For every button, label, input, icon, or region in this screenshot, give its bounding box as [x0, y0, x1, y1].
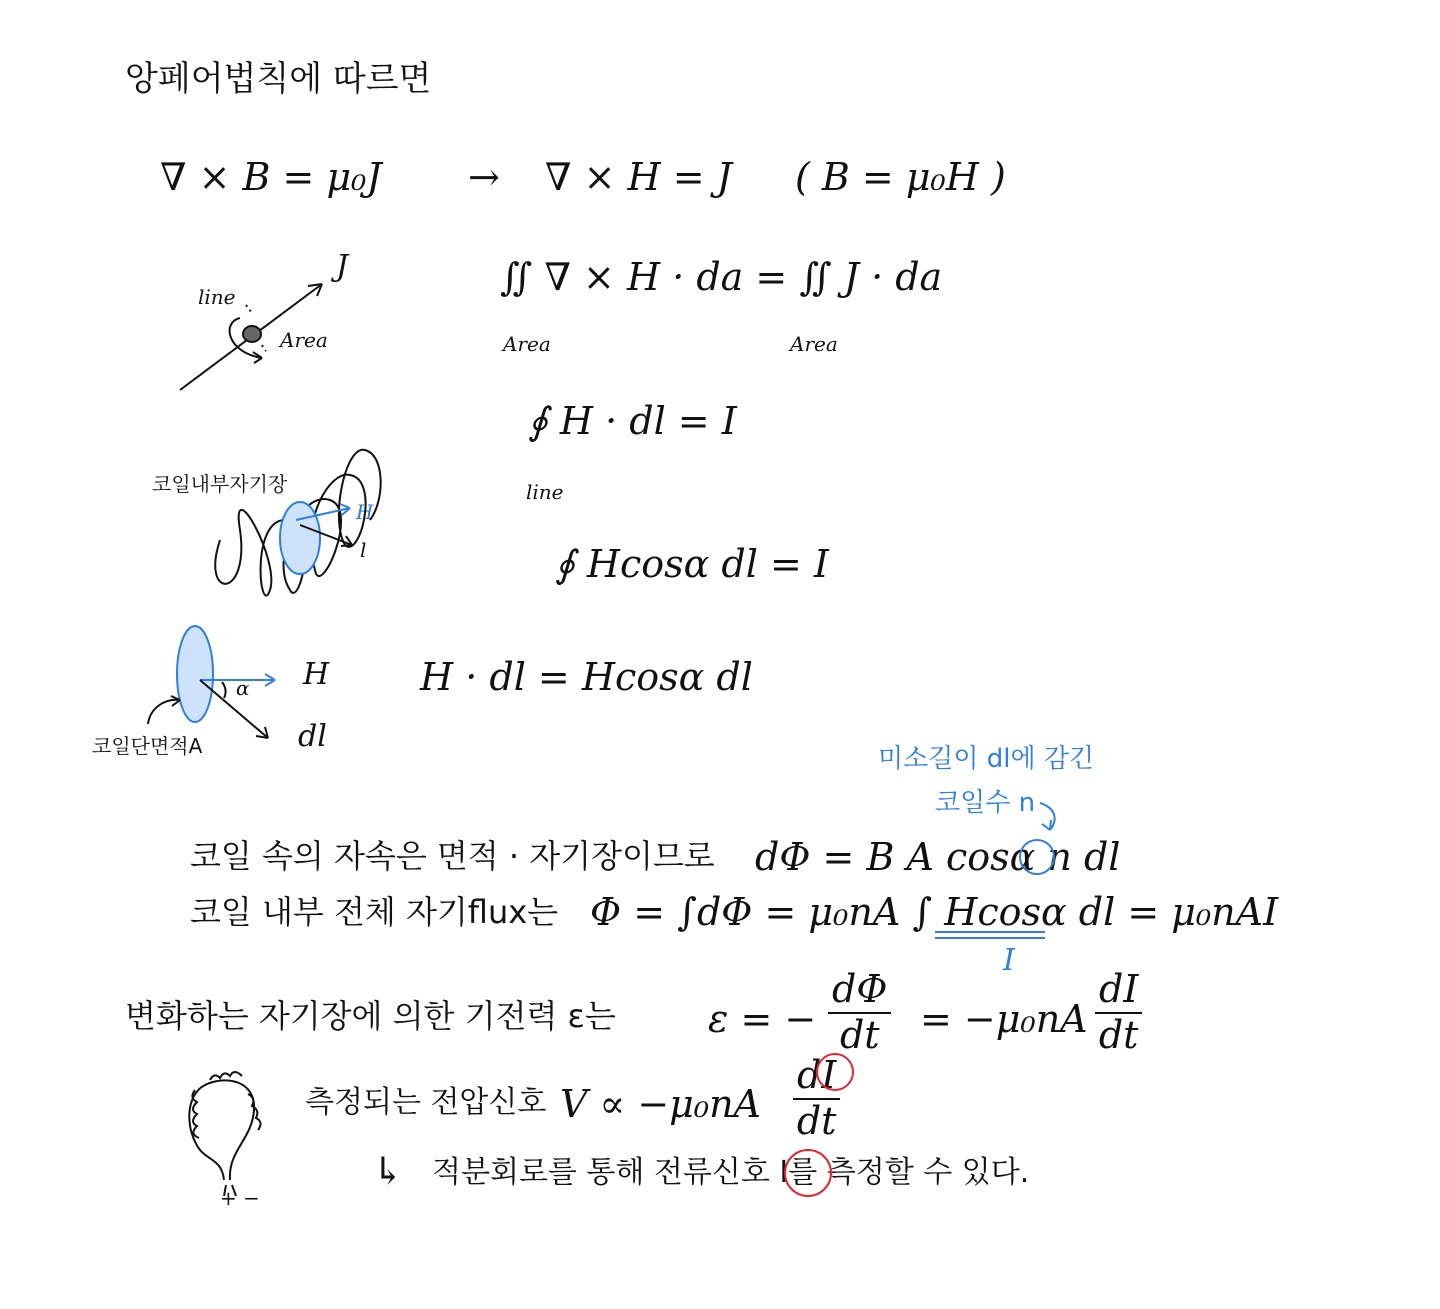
eq-line-integral: ∮ H · dl = I: [528, 399, 737, 443]
rogowski-terminal-right: [232, 1185, 236, 1196]
diagram2-l-label: l: [360, 538, 367, 562]
diagram3-alpha-label: α: [236, 676, 250, 700]
diagram2-coil-sketch: [215, 450, 380, 596]
blue-note-line1: 미소길이 dl에 감긴: [878, 744, 1095, 774]
diagram3-dl-arrow: [200, 676, 268, 738]
integrator-arrow: ↳: [372, 1149, 404, 1193]
total-flux-text: 코일 내부 전체 자기flux는: [190, 893, 559, 931]
area-label-left: Area: [503, 332, 551, 356]
eq-b-relation: ( B = μ₀H ): [795, 155, 1006, 199]
diagram1-j-label: J: [336, 249, 349, 284]
diagram2-h-label: H: [356, 500, 374, 524]
eq-emf-frac2-num: dI: [1095, 970, 1142, 1014]
implies-arrow: →: [468, 155, 500, 199]
eq-emf-frac2-den: dt: [1098, 1012, 1139, 1057]
eq-curl-b: ∇ × B = μ₀J: [160, 155, 382, 199]
eq-emf-frac1-num: dΦ: [828, 970, 891, 1014]
diagram3-angle-arc: [222, 682, 226, 698]
eq-h-dot-dl: H · dl = Hcosα dl: [420, 655, 753, 699]
diagram1-area-label: Area: [280, 328, 328, 352]
eq-emf-frac1-den: dt: [839, 1012, 880, 1057]
diagram2-label: 코일내부자기장: [152, 472, 288, 496]
rogowski-terminal-left: [224, 1185, 226, 1196]
coil-terminals: + −: [220, 1186, 260, 1210]
eq-measure-frac-den: dt: [796, 1098, 837, 1143]
diagram3-h-label: H: [303, 657, 330, 692]
eq-measure-frac-num: dI: [793, 1056, 840, 1100]
page-title: 앙페어법칙에 따르면: [125, 59, 432, 99]
integrator-text: 적분회로를 통해 전류신호 I를 측정할 수 있다.: [432, 1155, 1030, 1190]
red-circle-i: [785, 1150, 831, 1196]
emf-text: 변화하는 자기장에 의한 기전력 ε는: [125, 997, 616, 1035]
blue-n-circle: [1020, 840, 1054, 874]
diagram3-cross-section: [177, 626, 213, 722]
diagram1-area-disk: [243, 326, 261, 342]
rogowski-coil-sketch: [189, 1072, 260, 1196]
rogowski-coil-body: [189, 1080, 254, 1180]
eq-curl-h: ∇ × H = J: [545, 155, 732, 199]
blue-underline: [935, 932, 1045, 938]
eq-hcos: ∮ Hcosα dl = I: [555, 542, 829, 586]
blue-note-line2: 코일수 n: [935, 788, 1036, 818]
eq-total-flux: Φ = ∫dΦ = μ₀nA ∫ Hcosα dl = μ₀nAI: [590, 890, 1279, 934]
flux-text: 코일 속의 자속은 면적 · 자기장이므로: [190, 837, 715, 875]
eq-emf-mid: = −μ₀nA: [920, 997, 1088, 1041]
diagram1-sketch: [180, 284, 322, 390]
blue-current-label: I: [1003, 943, 1015, 978]
eq-surface-integral: ∬ ∇ × H · da = ∬ J · da: [500, 255, 943, 299]
blue-note-marks: [1020, 803, 1055, 874]
diagram3-dl-label: dl: [298, 719, 327, 754]
diagram3-area-label: 코일단면적A: [92, 734, 203, 758]
measure-text: 측정되는 전압신호: [305, 1085, 547, 1120]
eq-emf-lhs: ε = −: [708, 997, 817, 1041]
blue-note-arrowhead: [1042, 820, 1051, 830]
area-label-right: Area: [790, 332, 838, 356]
red-circle-di: [817, 1054, 853, 1090]
red-circles: [785, 1054, 853, 1196]
diagram2-cross-section: [280, 502, 320, 574]
diagram3-sketch: [148, 626, 275, 738]
line-label-sub: line: [526, 480, 564, 504]
blue-note-arrow: [1040, 803, 1055, 830]
eq-measure: V ∝ −μ₀nA: [560, 1082, 762, 1126]
diagram1-line-label: line: [198, 285, 236, 309]
eq-flux: dΦ = B A cosα n dl: [755, 835, 1121, 879]
